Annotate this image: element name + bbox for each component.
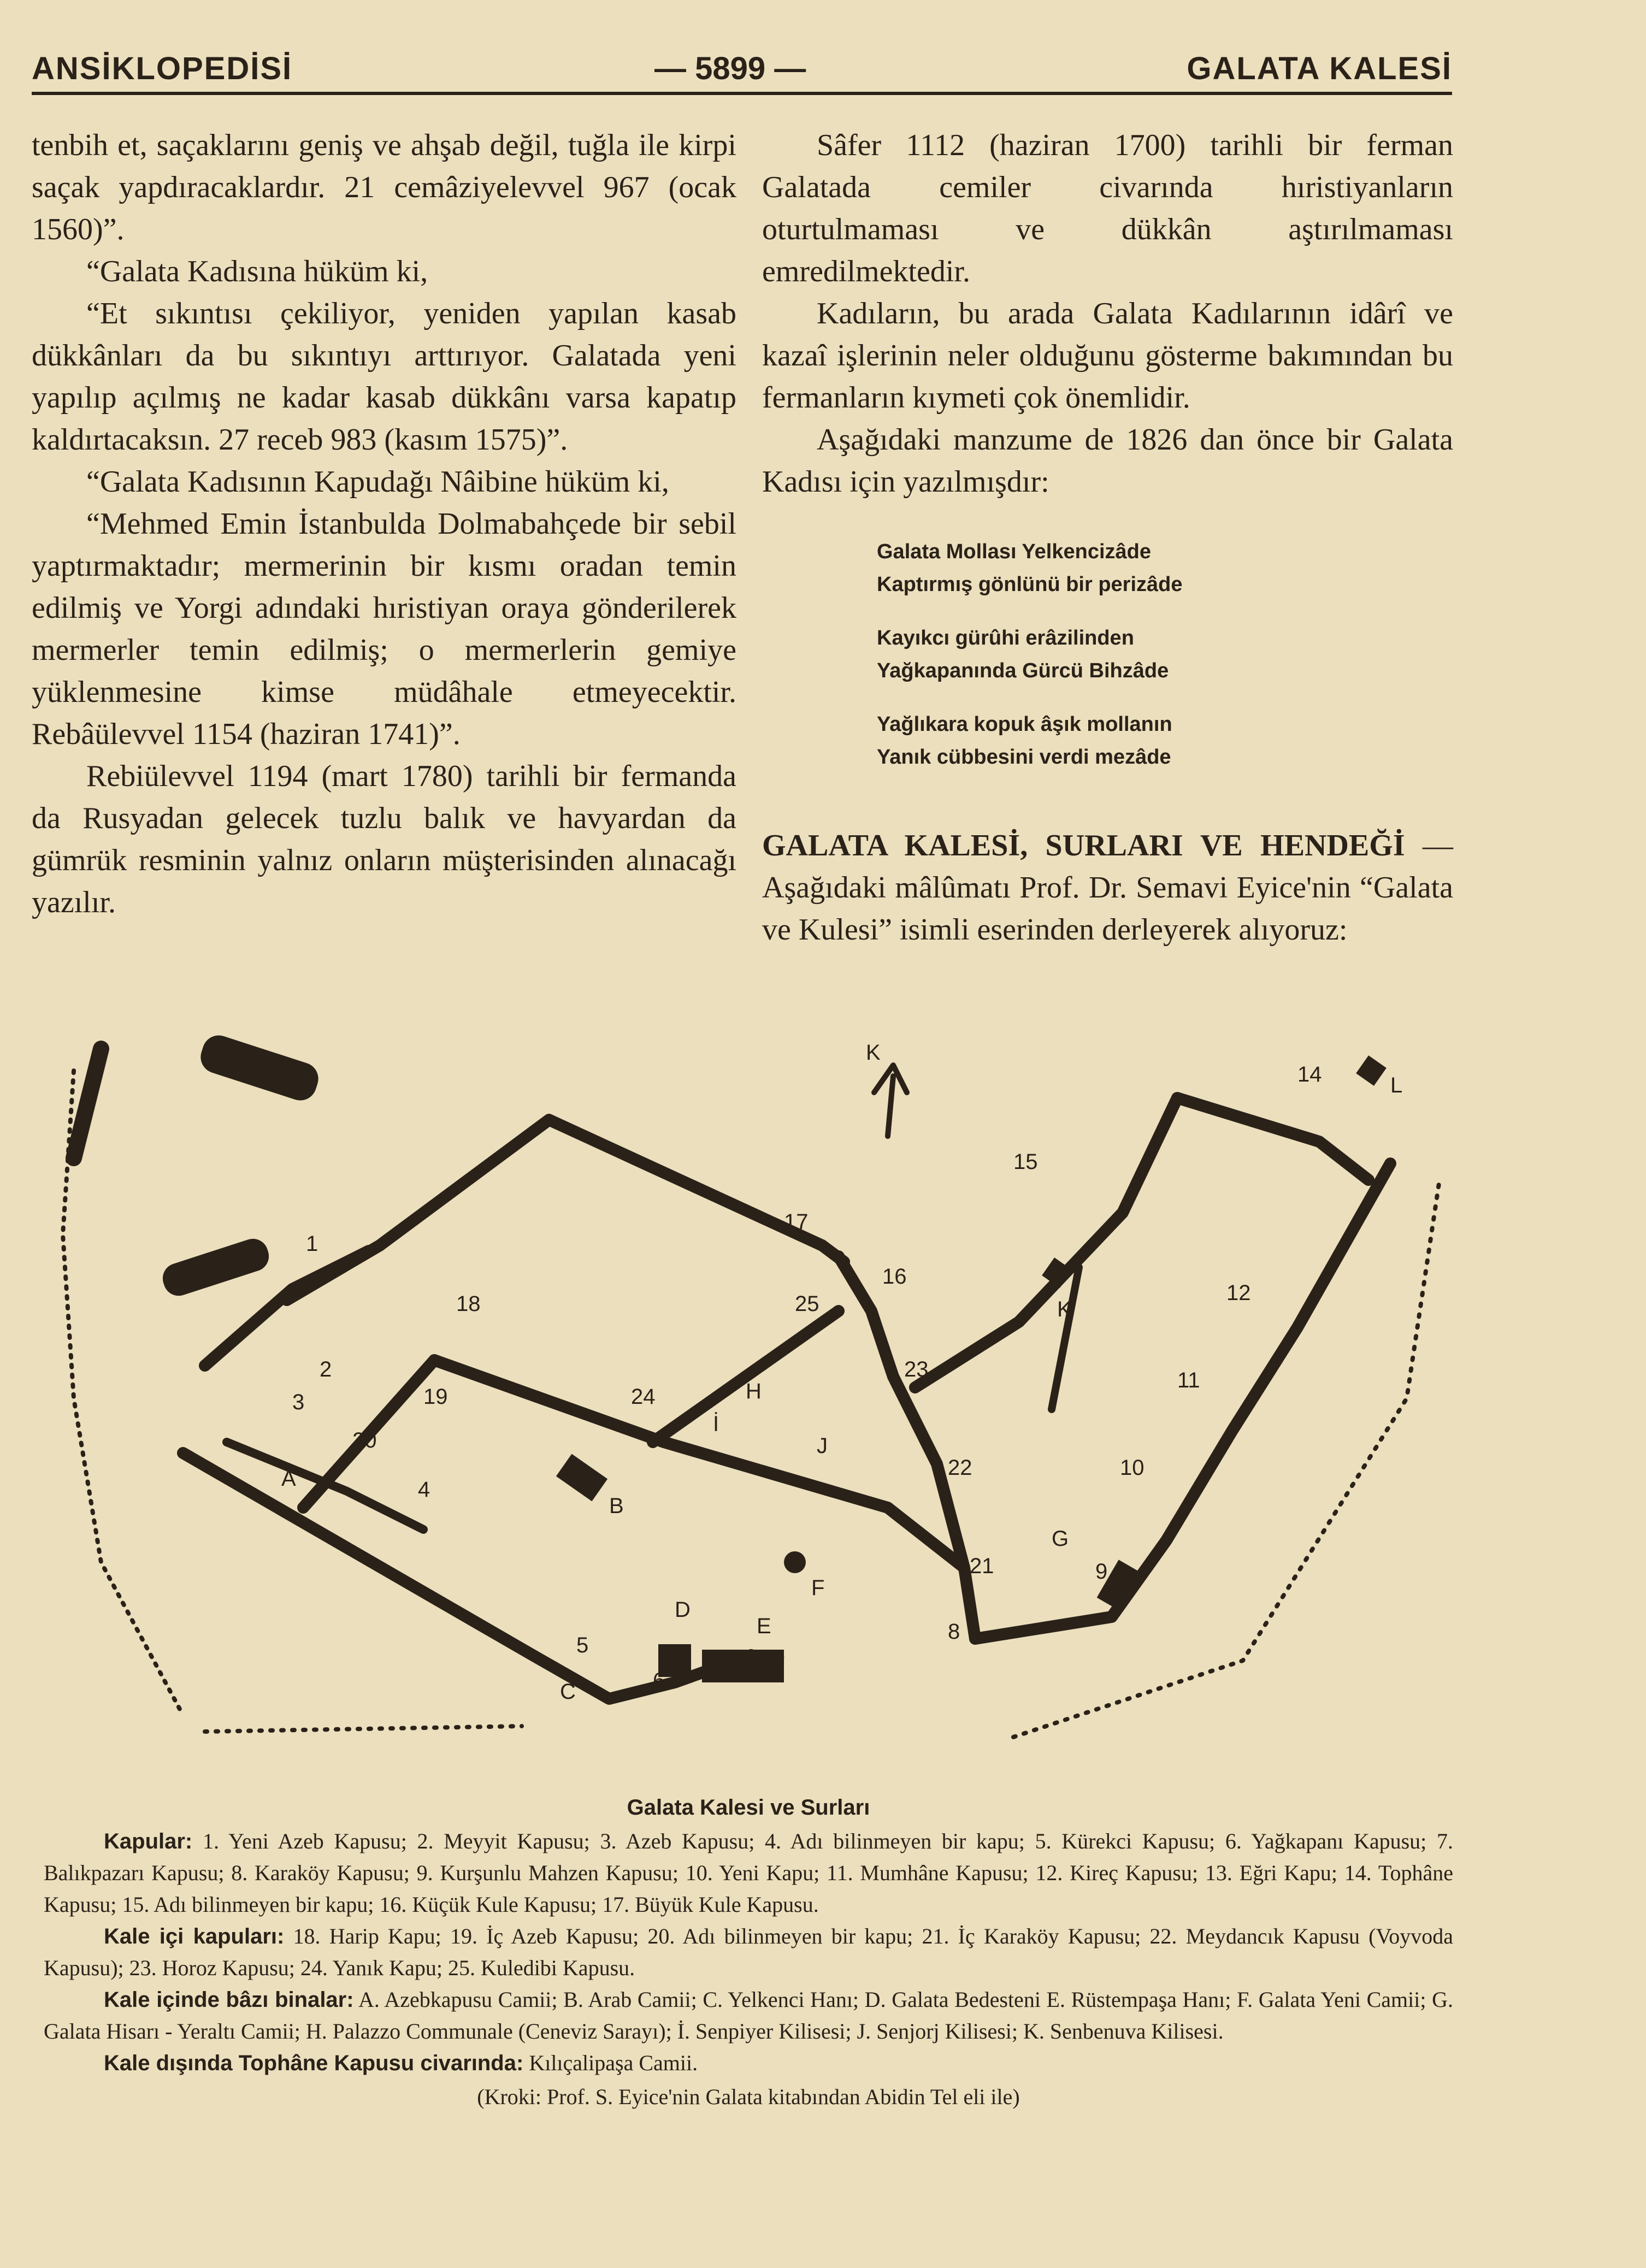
caption-inner-gates bbox=[44, 1921, 1453, 1984]
map-label: 25 bbox=[795, 1292, 819, 1316]
map-label: 24 bbox=[631, 1385, 656, 1409]
building-left bbox=[159, 1235, 273, 1300]
shore-hatch bbox=[63, 1071, 183, 1715]
map-label: 16 bbox=[882, 1265, 907, 1289]
map-label: 11 bbox=[1177, 1368, 1200, 1392]
poem bbox=[877, 535, 1450, 794]
coast-hatch-south bbox=[205, 1726, 522, 1732]
map-label: E bbox=[757, 1614, 771, 1638]
wall-inner-3 bbox=[653, 1311, 839, 1442]
section-title: GALATA KALESİ, SURLARI VE HENDEĞİ bbox=[762, 829, 1405, 863]
poem-stanza bbox=[877, 708, 1450, 773]
paragraph: Sâfer 1112 (haziran 1700) tarihli bir ferman Galatada cemiler civarında hıristiyanların oturtulmaması ve dükkân aştırılmaması emredilmektedir. bbox=[762, 128, 1453, 288]
right-column bbox=[762, 125, 1453, 503]
header-rule bbox=[32, 92, 1452, 95]
map-label: 5 bbox=[576, 1633, 589, 1657]
map-label: İ bbox=[713, 1412, 719, 1436]
wall-inner-east bbox=[839, 1256, 975, 1639]
paragraph: “Et sıkıntısı çekiliyor, yeniden yapılan kasab dükkânları da bu sıkıntıyı arttırıyor. Galatada yeni yapılıp açılmış ne kadar kasab dükkânı varsa kapatıp kaldırtacaksın. 27 receb 983 (kasım 1575)”. bbox=[32, 297, 736, 457]
caption-text: 1. Yeni Azeb Kapusu; 2. Meyyit Kapusu; 3. Azeb Kapusu; 4. Adı bilinmeyen bir kapu; 5. Kürekci Kapusu; 6. Yağkapanı Kapusu; 7. Balıkpazarı Kapusu; 8. Karaköy Kapusu; 9. Kurşunlu Mahzen Kapusu; 10. Yeni Kapu; 11. Mumhâne Kapusu; 12. Kireç Kapusu; 13. Eğri Kapu; 14. Tophâne Kapusu; 15. Adı bilinmeyen bir kapu; 16. Küçük Kule Kapusu; 17. Büyük Kule Kapusu. bbox=[44, 1829, 1453, 1917]
paragraph: Rebiülevvel 1194 (mart 1780) tarihli bir fermanda da Rusyadan gelecek tuzlu balık ve havyardan da gümrük resminin yalnız onların müşterisinden alınacağı yazılır. bbox=[32, 759, 736, 919]
map-label: H bbox=[746, 1379, 762, 1403]
caption-label: Kale içi kapuları: bbox=[104, 1924, 285, 1948]
paragraph: “Galata Kadısına hüküm ki, bbox=[86, 255, 428, 288]
map-label: 17 bbox=[784, 1210, 809, 1234]
map-label: 2 bbox=[320, 1357, 332, 1381]
map-label: 19 bbox=[423, 1385, 448, 1409]
map-label: 20 bbox=[352, 1428, 377, 1452]
map-label: 14 bbox=[1297, 1062, 1322, 1086]
header-left: ANSİKLOPEDİSİ bbox=[32, 51, 293, 86]
map-label: 12 bbox=[1226, 1281, 1251, 1305]
section-galata-kalesi bbox=[762, 825, 1453, 951]
paragraph: Aşağıdaki manzume de 1826 dan önce bir Galata Kadısı için yazılmışdır: bbox=[762, 423, 1453, 499]
section-intro: — Aşağıdaki mâlûmatı Prof. Dr. Semavi Eyice'nin “Galata ve Kulesi” isimli eserinden derleyerek alıyoruz: bbox=[762, 829, 1454, 947]
map-caption bbox=[44, 1792, 1453, 2113]
map-label: 21 bbox=[970, 1554, 994, 1578]
building-top-left bbox=[197, 1031, 323, 1105]
page-header bbox=[32, 34, 1452, 99]
wall-north bbox=[287, 1120, 844, 1300]
wall-northeast bbox=[915, 1098, 1368, 1387]
caption-title: Galata Kalesi ve Surları bbox=[627, 1796, 870, 1820]
map-label: 4 bbox=[418, 1478, 430, 1502]
caption-gates bbox=[44, 1826, 1453, 1921]
caption-label: Kale dışında Tophâne Kapusu civarında: bbox=[104, 2051, 524, 2075]
map-label: 10 bbox=[1120, 1456, 1144, 1480]
caption-text: Kılıçalipaşa Camii. bbox=[523, 2051, 698, 2075]
map-label: 9 bbox=[1095, 1560, 1108, 1584]
map-label: J bbox=[817, 1434, 828, 1458]
building-f bbox=[784, 1551, 806, 1573]
building-b bbox=[556, 1454, 607, 1502]
fortress-map bbox=[41, 1016, 1461, 1792]
poem-line: Yağlıkara kopuk âşık mollanın bbox=[877, 713, 1172, 736]
wall-inner-1 bbox=[434, 1360, 964, 1568]
poem-stanza bbox=[877, 622, 1450, 687]
paragraph: Kadıların, bu arada Galata Kadılarının idârî ve kazaî işlerinin neler olduğunu gösterme bakımından bu fermanların kıymeti çok önemlidir. bbox=[762, 297, 1453, 415]
left-column bbox=[32, 125, 736, 924]
poem-line: Yanık cübbesini verdi mezâde bbox=[877, 746, 1171, 769]
map-label: 8 bbox=[948, 1620, 960, 1644]
paragraph: “Mehmed Emin İstanbulda Dolmabahçede bir sebil yaptırmaktadır; mermerinin bir kısmı oradan temin edilmiş ve Yorgi adındaki hıristiyan oraya gönderilerek mermerler temin edilmiş; o mermerlerin gemiye yüklenmesine kimse müdâhale etmeyecektir. Rebâülevvel 1154 (haziran 1741)”. bbox=[32, 507, 736, 751]
poem-line: Kaptırmış gönlünü bir perizâde bbox=[877, 573, 1183, 596]
map-label: 7 bbox=[773, 1652, 786, 1676]
map-label: 1 bbox=[306, 1232, 318, 1256]
map-label: 6 bbox=[653, 1669, 665, 1693]
map-label: D bbox=[675, 1598, 691, 1622]
caption-label: Kale içinde bâzı binalar: bbox=[104, 1988, 354, 2012]
map-label: 15 bbox=[1013, 1150, 1038, 1174]
header-right: GALATA KALESİ bbox=[1187, 51, 1452, 86]
map-label: L bbox=[1390, 1073, 1403, 1097]
map-label: G bbox=[1052, 1527, 1069, 1551]
map-label: K bbox=[866, 1041, 881, 1065]
poem-stanza bbox=[877, 535, 1450, 601]
wall-inner-4 bbox=[227, 1442, 423, 1529]
building-e bbox=[702, 1650, 784, 1682]
caption-label: Kapular: bbox=[104, 1829, 193, 1853]
map-label: 23 bbox=[904, 1357, 929, 1381]
paragraph: tenbih et, saçaklarını geniş ve ahşab değil, tuğla ile kirpi saçak yapdıracaklardır. 21 cemâziyelevvel 967 (ocak 1560)”. bbox=[32, 128, 736, 246]
map-label: C bbox=[560, 1680, 576, 1704]
map-label: K bbox=[1057, 1297, 1072, 1321]
caption-buildings bbox=[44, 1984, 1453, 2047]
map-label: A bbox=[281, 1467, 296, 1491]
paragraph: “Galata Kadısının Kapudağı Nâibine hüküm ki, bbox=[86, 465, 669, 499]
caption-credit: (Kroki: Prof. S. Eyice'nin Galata kitabından Abidin Tel eli ile) bbox=[477, 2084, 1020, 2109]
map-label: F bbox=[811, 1576, 825, 1600]
map-label: B bbox=[609, 1494, 624, 1518]
poem-line: Kayıkcı gürûhi erâzilinden bbox=[877, 627, 1134, 649]
poem-line: Yağkapanında Gürcü Bihzâde bbox=[877, 659, 1169, 682]
wall-east bbox=[975, 1163, 1390, 1639]
poem-line: Galata Mollası Yelkencizâde bbox=[877, 540, 1151, 563]
page-number: — 5899 — bbox=[654, 51, 806, 86]
map-label: 3 bbox=[292, 1390, 305, 1414]
shore-edge bbox=[74, 1049, 101, 1158]
caption-outside bbox=[44, 2047, 1453, 2079]
map-label: 18 bbox=[456, 1292, 481, 1316]
caption-text: 18. Harip Kapu; 19. İç Azeb Kapusu; 20. Adı bilinmeyen bir kapu; 21. İç Karaköy Kapusu; 22. Meydancık Kapusu (Voyvoda Kapusu); 23. Horoz Kapusu; 24. Yanık Kapu; 25. Kuledibi Kapusu. bbox=[44, 1924, 1453, 1980]
north-arrow-icon bbox=[888, 1076, 893, 1136]
building-l bbox=[1356, 1055, 1387, 1086]
caption-text: A. Azebkapusu Camii; B. Arab Camii; C. Yelkenci Hanı; D. Galata Bedesteni E. Rüstempaşa Hanı; F. Galata Yeni Camii; G. Galata Hisarı - Yeraltı Camii; H. Palazzo Communale (Ceneviz Sarayı); İ. Senpiyer Kilisesi; J. Senjorj Kilisesi; K. Senbenuva Kilisesi. bbox=[44, 1987, 1454, 2043]
map-label: 22 bbox=[948, 1456, 972, 1480]
